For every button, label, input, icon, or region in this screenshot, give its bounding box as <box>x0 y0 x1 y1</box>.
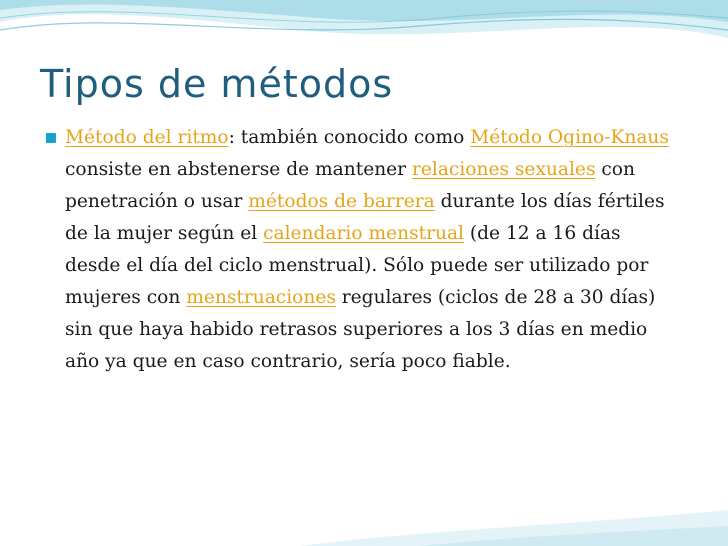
link-metodo-ogino-knaus[interactable]: Método Ogino-Knaus <box>470 127 669 148</box>
link-metodo-del-ritmo[interactable]: Método del ritmo <box>65 127 229 148</box>
text-span: : también conocido como <box>228 127 471 148</box>
text-span: con penetración o usar <box>65 159 635 212</box>
bottom-wave-decoration <box>0 486 728 546</box>
bullet-text <box>65 122 676 378</box>
text-span: consiste en abstenerse de mantener <box>65 159 412 180</box>
text-span: durante los días fértiles de la mujer según el <box>65 191 665 244</box>
link-metodos-de-barrera[interactable]: métodos de barrera <box>248 191 435 212</box>
square-bullet-icon <box>46 133 56 143</box>
link-relaciones-sexuales[interactable]: relaciones sexuales <box>411 159 596 180</box>
top-wave-decoration <box>0 0 728 60</box>
link-menstruaciones[interactable]: menstruaciones <box>186 287 336 308</box>
text-span: (de 12 a 16 días desde el día del ciclo menstrual). Sólo puede ser utilizado por mujeres con <box>65 223 649 308</box>
link-calendario-menstrual[interactable]: calendario menstrual <box>263 223 464 244</box>
text-span: regulares (ciclos de 28 a 30 días) sin que haya habido retrasos superiores a los 3 días en medio año ya que en caso contrario, sería poco fiable. <box>65 287 656 372</box>
content-area <box>46 122 676 378</box>
slide-title: Tipos de métodos <box>40 62 394 106</box>
bullet-item <box>46 122 676 378</box>
